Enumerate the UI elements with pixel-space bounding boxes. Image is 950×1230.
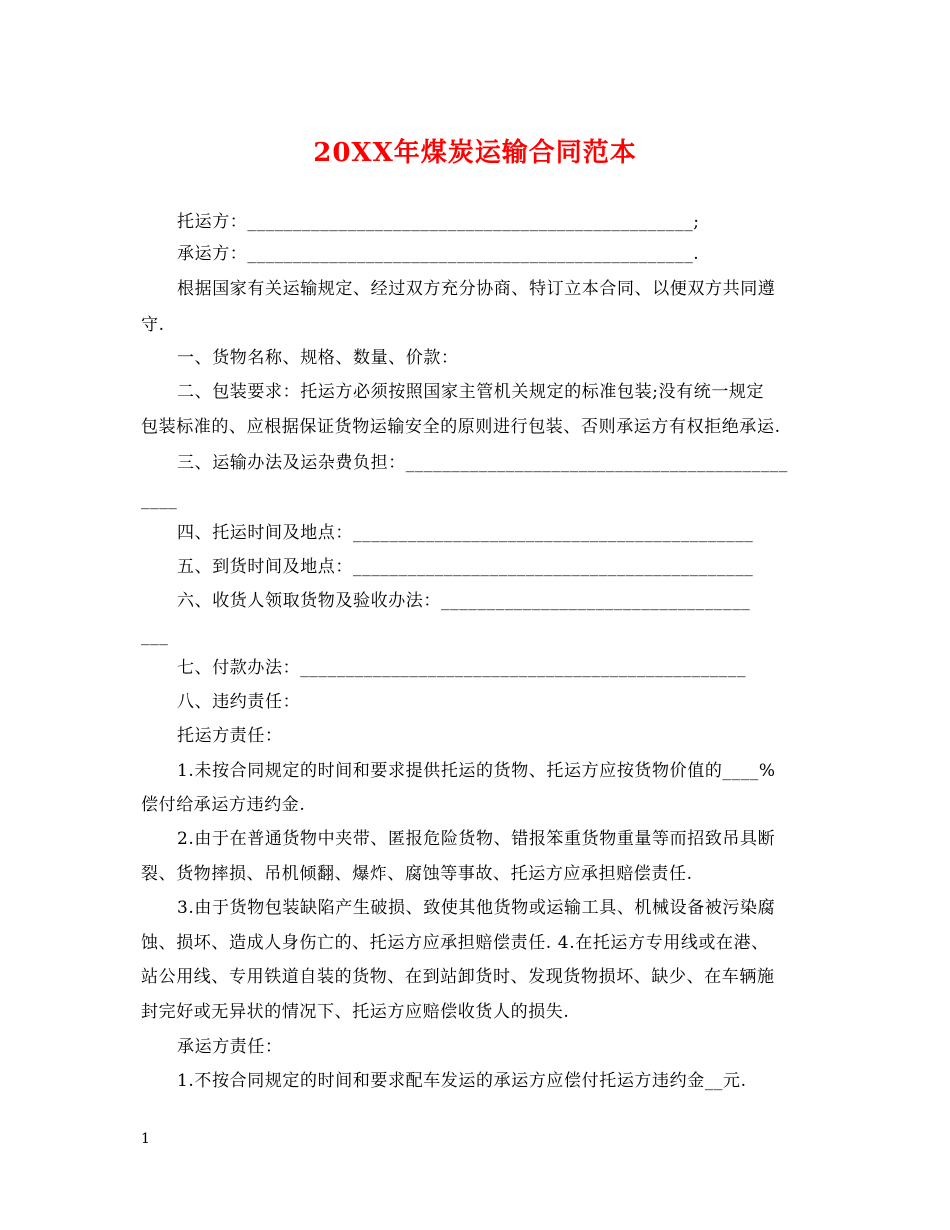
shipper-liability-3-line-1: 3.由于货物包装缺陷产生破损、致使其他货物或运输工具、机械设备被污染腐	[177, 898, 776, 918]
clause-2-line-2: 包装标准的、应根据保证货物运输安全的原则进行包装、否则承运方有权拒绝承运.	[141, 417, 781, 437]
shipper-liability-2-line-1: 2.由于在普通货物中夹带、匿报危险货物、错报笨重货物重量等而招致吊具断	[177, 829, 776, 849]
shipper-liability-3-line-2: 蚀、损坏、造成人身伤亡的、托运方应承担赔偿责任. 4.在托运方专用线或在港、	[141, 933, 769, 953]
shipper-liability-4-line-2: 封完好或无异状的情况下、托运方应赔偿收货人的损失.	[141, 1002, 570, 1022]
clause-2-line-1: 二、包装要求：托运方必须按照国家主管机关规定的标准包装;没有统一规定	[177, 382, 765, 402]
clause-6-line-2: ___	[141, 626, 169, 646]
carrier-liability-heading: 承运方责任：	[177, 1037, 283, 1057]
preamble-line-1: 根据国家有关运输规定、经过双方充分协商、特订立本合同、以便双方共同遵	[177, 279, 776, 299]
clause-3-line-1: 三、运输办法及运杂费负担：__________________________________________	[177, 453, 788, 473]
shipper-line: 托运方：_________________________________________________;	[177, 212, 700, 232]
clause-6-line-1: 六、收货人领取货物及验收办法：__________________________________	[177, 591, 751, 611]
preamble-line-2: 守.	[141, 315, 165, 335]
shipper-liability-1-line-2: 偿付给承运方违约金.	[141, 795, 306, 815]
shipper-liability-4-line-1: 站公用线、专用铁道自装的货物、在到站卸货时、发现货物损坏、缺少、在车辆施	[141, 967, 775, 987]
document-title: 20XX年煤炭运输合同范本	[313, 138, 637, 168]
clause-8: 八、违约责任：	[177, 692, 301, 712]
clause-5: 五、到货时间及地点：____________________________________________	[177, 557, 754, 577]
clause-3-line-2: ____	[141, 490, 178, 510]
page-number: 1	[141, 1131, 150, 1147]
shipper-liability-2-line-2: 裂、货物摔损、吊机倾翻、爆炸、腐蚀等事故、托运方应承担赔偿责任.	[141, 864, 693, 884]
shipper-liability-1-line-1: 1.未按合同规定的时间和要求提供托运的货物、托运方应按货物价值的____%	[177, 761, 776, 781]
clause-4: 四、托运时间及地点：____________________________________________	[177, 523, 754, 543]
shipper-liability-heading: 托运方责任：	[177, 726, 283, 746]
carrier-liability-1: 1.不按合同规定的时间和要求配车发运的承运方应偿付托运方违约金__元.	[177, 1071, 747, 1091]
carrier-line: 承运方：_________________________________________________.	[177, 244, 700, 264]
clause-7: 七、付款办法：_________________________________________________	[177, 658, 747, 678]
clause-1: 一、货物名称、规格、数量、价款：	[177, 348, 459, 368]
